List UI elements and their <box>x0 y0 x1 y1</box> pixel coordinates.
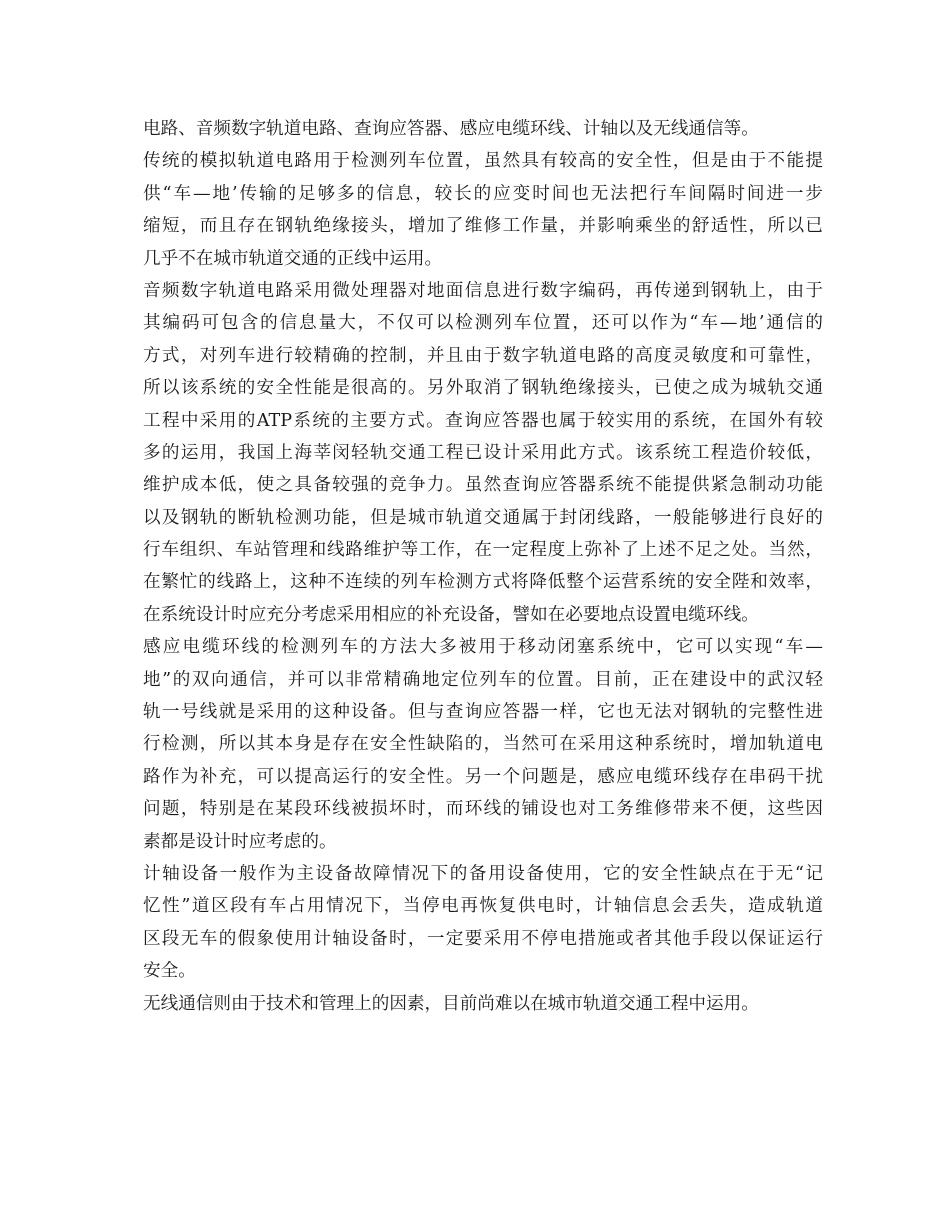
text-line: 安全。 <box>143 961 196 982</box>
text-line: 地”的双向通信，并可以非常精确地定位列车的位置。目前，正在建设中的武汉轻 <box>143 669 823 690</box>
text-line: 传统的模拟轨道电路用于检测列车位置，虽然具有较高的安全性，但是由于不能提 <box>143 151 823 172</box>
text-line: 忆性”道区段有车占用情况下，当停电再恢复供电时，计轴信息会丢失，造成轨道 <box>143 896 823 917</box>
text-line: 路作为补充，可以提高运行的安全性。另一个问题是，感应电缆环线存在串码干扰 <box>143 766 823 787</box>
text-line: 以及钢轨的断轨检测功能，但是城市轨道交通属于封闭线路，一般能够进行良好的 <box>143 507 823 528</box>
text-line: 行车组织、车站管理和线路维护等工作，在一定程度上弥补了上述不足之处。当然， <box>143 540 823 561</box>
text-line: 电路、音频数字轨道电路、查询应答器、感应电缆环线、计轴以及无线通信等。 <box>143 119 759 139</box>
text-line: 行检测，所以其本身是存在安全性缺陷的，当然可在采用这种系统时，增加轨道电 <box>143 734 823 755</box>
text-line: 所以该系统的安全性能是很高的。另外取消了钢轨绝缘接头，已使之成为城轨交通 <box>143 378 823 399</box>
text-line: 轨一号线就是采用的这种设备。但与查询应答器一样，它也无法对钢轨的完整性进 <box>143 702 823 723</box>
text-line: 计轴设备一般作为主设备故障情况下的备用设备使用，它的安全性缺点在于无“记 <box>143 863 823 884</box>
text-line: 维护成本低，使之具备较强的竞争力。虽然查询应答器系统不能提供紧急制动功能 <box>143 475 823 496</box>
text-line: 在繁忙的线路上，这种不连续的列车检测方式将降低整个运营系统的安全陛和效率， <box>143 572 823 593</box>
body-text <box>143 113 823 1020</box>
text-line: 音频数字轨道电路采用微处理器对地面信息进行数字编码，再传递到钢轨上，由于 <box>143 280 823 301</box>
text-line: 感应电缆环线的检测列车的方法大多被用于移动闭塞系统中，它可以实现“车— <box>143 637 823 658</box>
text-line: 素都是设计时应考虑的。 <box>143 831 337 852</box>
text-line: 缩短，而且存在钢轨绝缘接头，增加了维修工作量，并影响乘坐的舒适性，所以已 <box>143 216 823 237</box>
text-line: 工程中采用的ATP系统的主要方式。查询应答器也属于较实用的系统，在国外有较 <box>143 410 823 431</box>
text-line: 供“车—地’传输的足够多的信息，较长的应变时间也无法把行车间隔时间进一步 <box>143 183 823 204</box>
text-line: 无线通信则由于技术和管理上的因素，目前尚难以在城市轨道交通工程中运用。 <box>143 993 759 1014</box>
text-line: 其编码可包含的信息量大，不仅可以检测列车位置，还可以作为“车—地’通信的 <box>143 313 823 334</box>
text-line: 问题，特别是在某段环线被损坏时，而环线的铺设也对工务维修带来不便，这些因 <box>143 799 823 820</box>
text-line: 几乎不在城市轨道交通的正线中运用。 <box>143 248 443 269</box>
text-line: 多的运用，我国上海莘闵轻轨交通工程已设计采用此方式。该系统工程造价较低， <box>143 442 823 463</box>
text-line: 方式，对列车进行较精确的控制，并且由于数字轨道电路的高度灵敏度和可靠性， <box>143 345 823 366</box>
text-line: 在系统设计时应充分考虑采用相应的补充设备，譬如在必要地点设置电缆环线。 <box>143 604 759 625</box>
text-line: 区段无车的假象使用计轴设备时，一定要采用不停电措施或者其他手段以保证运行 <box>143 928 823 949</box>
